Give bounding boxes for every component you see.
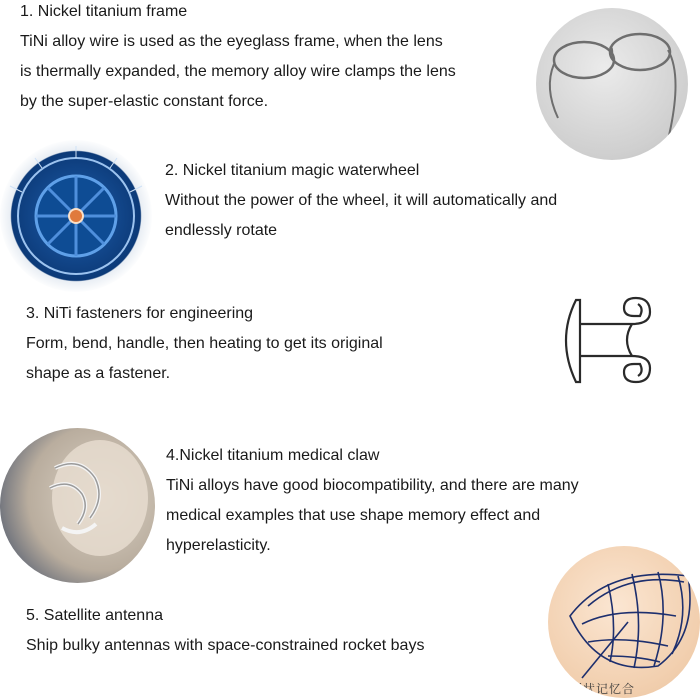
section-3-title: 3. NiTi fasteners for engineering: [26, 305, 254, 322]
eyeglasses-photo: [536, 8, 688, 160]
section-4-line-2: medical examples that use shape memory effect and: [166, 507, 541, 524]
section-3-text: [26, 299, 383, 389]
section-2-line-1: Without the power of the wheel, it will automatically and: [165, 192, 558, 209]
eyeglasses-icon: [536, 8, 688, 160]
section-4-line-1: TiNi alloys have good biocompatibility, and there are many: [166, 477, 579, 494]
section-3-line-1: Form, bend, handle, then heating to get its original: [26, 335, 383, 352]
section-4-text: [166, 441, 579, 561]
medical-claw-icon: [0, 428, 155, 583]
fastener-icon: [552, 290, 672, 390]
section-3-line-2: shape as a fastener.: [26, 365, 171, 382]
satellite-antenna-icon: [548, 546, 700, 698]
waterwheel-photo: [0, 140, 152, 292]
section-2-title: 2. Nickel titanium magic waterwheel: [165, 162, 420, 179]
medical-claw-photo: [0, 428, 155, 583]
satellite-antenna-photo: [548, 546, 700, 698]
section-4-line-3: hyperelasticity.: [166, 537, 271, 554]
section-1-line-3: by the super-elastic constant force.: [20, 93, 269, 110]
section-1-title: 1. Nickel titanium frame: [20, 3, 188, 20]
section-4-title: 4.Nickel titanium medical claw: [166, 447, 380, 464]
section-5-line-1: Ship bulky antennas with space-constrained rocket bays: [26, 637, 425, 654]
section-2-line-2: endlessly rotate: [165, 222, 278, 239]
section-1-text: [20, 0, 456, 117]
section-1-line-2: is thermally expanded, the memory alloy wire clamps the lens: [20, 63, 456, 80]
antenna-caption: 形状记忆合: [570, 682, 636, 696]
waterwheel-icon: [0, 140, 152, 292]
section-5-text: [26, 601, 424, 661]
section-2-text: [165, 156, 557, 246]
fastener-drawing: [552, 290, 672, 390]
section-1-line-1: TiNi alloy wire is used as the eyeglass frame, when the lens: [20, 33, 443, 50]
section-5-title: 5. Satellite antenna: [26, 607, 163, 624]
